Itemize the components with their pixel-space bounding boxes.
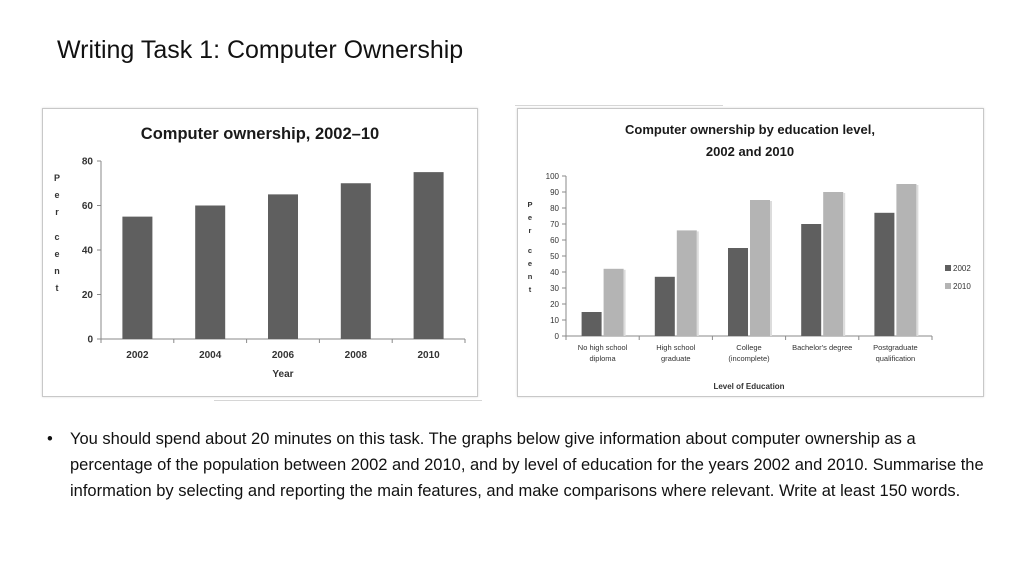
chart2-bar-2002 (582, 312, 602, 336)
chart1-y-axis-label: P e r c e n t (53, 173, 61, 293)
chart2-svg (518, 109, 983, 396)
chart1-y-tick-label: 40 (81, 245, 93, 257)
chart2-bar-shadow (916, 185, 918, 336)
chart2-y-tick-label: 90 (550, 188, 559, 197)
chart2-y-tick-label: 0 (554, 332, 559, 341)
chart2-bar-2010 (896, 184, 916, 336)
task-instructions (47, 426, 992, 504)
chart1-bar (268, 194, 298, 339)
chart2-y-tick-label: 10 (550, 316, 559, 325)
chart1-bar (341, 183, 371, 339)
chart2-bar-2010 (823, 192, 843, 336)
chart1-y-tick-label: 0 (87, 334, 93, 346)
chart2-x-tick-label: High school (656, 343, 696, 352)
chart2-y-tick-label: 30 (550, 284, 559, 293)
task-text: You should spend about 20 minutes on this task. The graphs below give information about computer ownership as a percentage of the population between 2002 and 2010, and by level of education for the years 2002 and 2010. Summarise the information by selecting and reporting the main features, and make comparisons where relevant. Write at least 150 words. (70, 430, 984, 500)
chart2-bar-2010 (604, 269, 624, 336)
chart2-y-tick-label: 80 (550, 204, 559, 213)
chart2-y-axis-label: P e r c e n t (527, 200, 533, 294)
chart1-svg (43, 109, 477, 396)
chart1-x-tick-label: 2004 (199, 350, 222, 361)
chart2-legend-label: 2010 (953, 282, 971, 291)
chart2-x-tick-label: qualification (875, 354, 916, 363)
chart2-x-tick-label: (incomplete) (728, 354, 770, 363)
chart2-title-line: Computer ownership by education level, (625, 122, 875, 137)
chart1-bar (122, 217, 152, 339)
chart2-x-tick-label: College (736, 343, 762, 352)
chart2-bar-shadow (624, 270, 626, 336)
chart2-x-tick-label: diploma (589, 354, 616, 363)
chart2-x-axis-label: Level of Education (713, 382, 785, 391)
chart2-legend-label: 2002 (953, 264, 971, 273)
chart2-y-tick-label: 60 (550, 236, 559, 245)
chart2-y-tick-label: 70 (550, 220, 559, 229)
chart-computer-ownership-by-year (42, 108, 478, 397)
chart1-x-tick-label: 2006 (271, 350, 295, 361)
chart1-y-tick-label: 60 (81, 201, 93, 212)
chart2-y-tick-label: 20 (550, 300, 559, 309)
chart1-title: Computer ownership, 2002–10 (140, 125, 380, 143)
bullet-point: • (47, 430, 53, 448)
chart2-bar-shadow (697, 231, 699, 336)
chart1-y-tick-label: 20 (81, 290, 93, 301)
chart2-x-tick-label: graduate (660, 354, 691, 363)
chart1-y-tick-label: 80 (81, 156, 93, 168)
chart2-y-tick-label: 40 (550, 268, 559, 277)
chart2-legend-swatch-2010 (945, 283, 951, 289)
chart1-x-tick-label: 2010 (417, 350, 440, 361)
chart2-legend-swatch-2002 (945, 265, 951, 271)
slide-title: Writing Task 1: Computer Ownership (57, 36, 464, 64)
chart2-title-line: 2002 and 2010 (705, 144, 795, 159)
chart2-bar-2002 (801, 224, 821, 336)
chart2-bar-2010 (677, 230, 697, 336)
chart-ownership-by-education (517, 108, 984, 397)
chart2-bar-2002 (874, 213, 894, 336)
chart2-bar-shadow (770, 201, 772, 336)
decorative-line-bottom (214, 400, 482, 401)
chart2-bar-2002 (728, 248, 748, 336)
chart2-bar-2002 (655, 277, 675, 336)
chart2-x-tick-label: Bachelor's degree (792, 343, 853, 352)
chart1-bar (195, 206, 225, 340)
chart2-x-tick-label: Postgraduate (873, 343, 918, 352)
chart2-x-tick-label: No high school (577, 343, 628, 352)
chart1-x-tick-label: 2002 (126, 350, 149, 361)
chart2-y-tick-label: 50 (550, 252, 559, 261)
chart2-bar-shadow (843, 193, 845, 336)
chart2-y-tick-label: 100 (545, 172, 559, 181)
chart1-x-tick-label: 2008 (344, 350, 367, 361)
decorative-line-top (515, 105, 723, 106)
chart1-x-axis-label: Year (272, 369, 294, 380)
chart1-bar (414, 172, 444, 339)
chart2-bar-2010 (750, 200, 770, 336)
